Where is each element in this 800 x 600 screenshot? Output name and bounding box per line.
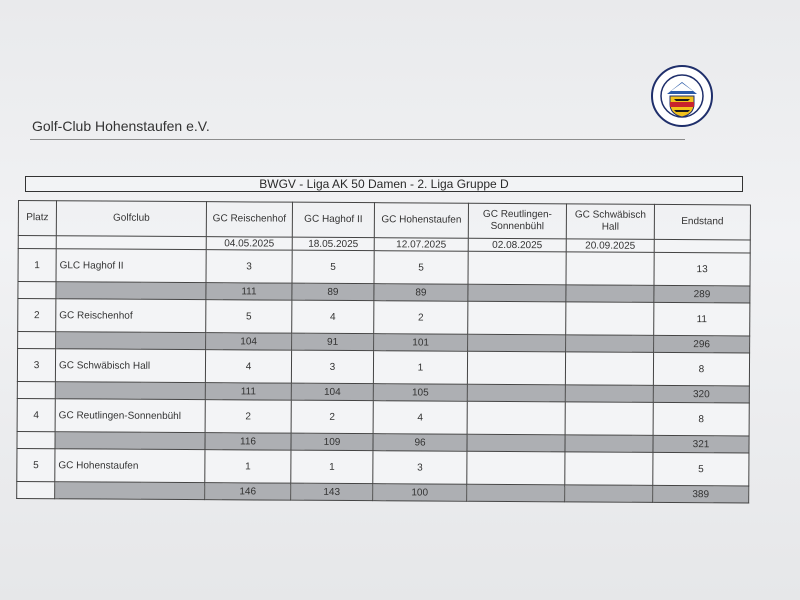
points-cell: 3 [206, 250, 292, 284]
strokes-cell: 104 [206, 333, 292, 351]
final-points-cell: 8 [653, 352, 749, 386]
points-cell: 3 [291, 350, 373, 384]
strokes-cell [467, 384, 565, 402]
final-strokes-cell: 320 [653, 385, 749, 403]
points-cell [566, 302, 654, 336]
points-cell: 5 [374, 251, 468, 285]
place-cell: 2 [18, 299, 56, 332]
final-points-cell: 8 [653, 402, 749, 436]
strokes-cell: 104 [291, 383, 373, 401]
strokes-cell [565, 485, 653, 503]
venue-header: GC Schwäbisch Hall [566, 204, 654, 240]
venue-header: GC Hohenstaufen [374, 203, 468, 239]
club-cell: GC Hohenstaufen [55, 449, 205, 483]
club-cell: GLC Haghof II [56, 249, 206, 283]
strokes-cell: 100 [373, 484, 467, 502]
venue-header: GC Reischenhof [206, 202, 292, 238]
date-cell: 12.07.2025 [374, 238, 468, 252]
place-header: Platz [18, 201, 56, 236]
strokes-cell: 143 [291, 483, 373, 501]
points-cell: 5 [206, 300, 292, 334]
final-strokes-cell: 289 [654, 285, 750, 303]
points-cell: 1 [291, 450, 373, 484]
strokes-cell [566, 285, 654, 303]
points-cell: 2 [205, 400, 291, 434]
points-cell [467, 351, 565, 385]
final-points-cell: 13 [654, 252, 750, 286]
points-cell: 5 [292, 250, 374, 284]
final-strokes-cell: 321 [653, 435, 749, 453]
table-row [18, 299, 750, 336]
header-row [18, 201, 750, 240]
points-cell [468, 251, 566, 285]
points-cell: 2 [291, 400, 373, 434]
strokes-cell: 89 [374, 284, 468, 302]
strokes-cell: 111 [206, 283, 292, 301]
date-cell: 20.09.2025 [566, 239, 654, 253]
final-strokes-cell: 389 [653, 485, 749, 503]
points-cell [566, 252, 654, 286]
table-row [18, 249, 750, 286]
points-cell: 4 [292, 300, 374, 334]
strokes-cell: 109 [291, 433, 373, 451]
strokes-cell: 89 [292, 283, 374, 301]
venue-header: GC Haghof II [292, 202, 374, 238]
points-cell [467, 401, 565, 435]
strokes-cell [467, 434, 565, 452]
strokes-cell [565, 435, 653, 453]
table-row [17, 398, 749, 435]
points-cell [467, 451, 565, 485]
golfclub-header: Golfclub [56, 201, 206, 237]
strokes-cell: 116 [205, 433, 291, 451]
points-cell [468, 301, 566, 335]
date-cell: 04.05.2025 [206, 237, 292, 251]
place-cell: 1 [18, 249, 56, 282]
final-strokes-cell: 296 [654, 335, 750, 353]
table-row [17, 448, 749, 485]
date-cell: 18.05.2025 [292, 237, 374, 251]
points-cell: 3 [373, 451, 467, 485]
strokes-cell: 96 [373, 434, 467, 452]
strokes-cell [468, 284, 566, 302]
points-cell [565, 352, 653, 386]
place-cell: 3 [17, 349, 55, 382]
results-table [16, 200, 751, 503]
strokes-cell [468, 334, 566, 352]
strokes-cell [566, 335, 654, 353]
points-cell [565, 452, 653, 486]
table-row [17, 349, 749, 386]
strokes-cell [467, 484, 565, 502]
points-cell: 4 [205, 350, 291, 384]
place-cell: 5 [17, 448, 55, 481]
club-cell: GC Schwäbisch Hall [55, 349, 205, 383]
strokes-row [17, 481, 749, 502]
club-cell: GC Reutlingen-Sonnenbühl [55, 399, 205, 433]
club-logo-icon [650, 64, 714, 128]
strokes-cell: 101 [374, 334, 468, 352]
points-cell: 4 [373, 401, 467, 435]
club-cell: GC Reischenhof [56, 299, 206, 333]
points-cell [565, 402, 653, 436]
final-points-cell: 5 [653, 452, 749, 486]
strokes-cell: 111 [205, 383, 291, 401]
header-rule [30, 139, 685, 140]
place-cell: 4 [17, 398, 55, 431]
points-cell: 1 [205, 450, 291, 484]
strokes-cell: 91 [292, 333, 374, 351]
club-name: Golf-Club Hohenstaufen e.V. [32, 118, 210, 134]
league-title: BWGV - Liga AK 50 Damen - 2. Liga Gruppe D [25, 176, 743, 192]
strokes-cell: 146 [205, 483, 291, 501]
strokes-cell [565, 385, 653, 403]
final-points-cell: 11 [654, 302, 750, 336]
strokes-cell: 105 [373, 384, 467, 402]
final-header: Endstand [654, 204, 750, 240]
venue-header: GC Reutlingen-Sonnenbühl [468, 203, 566, 239]
points-cell: 2 [374, 301, 468, 335]
points-cell: 1 [373, 351, 467, 385]
date-cell: 02.08.2025 [468, 238, 566, 252]
